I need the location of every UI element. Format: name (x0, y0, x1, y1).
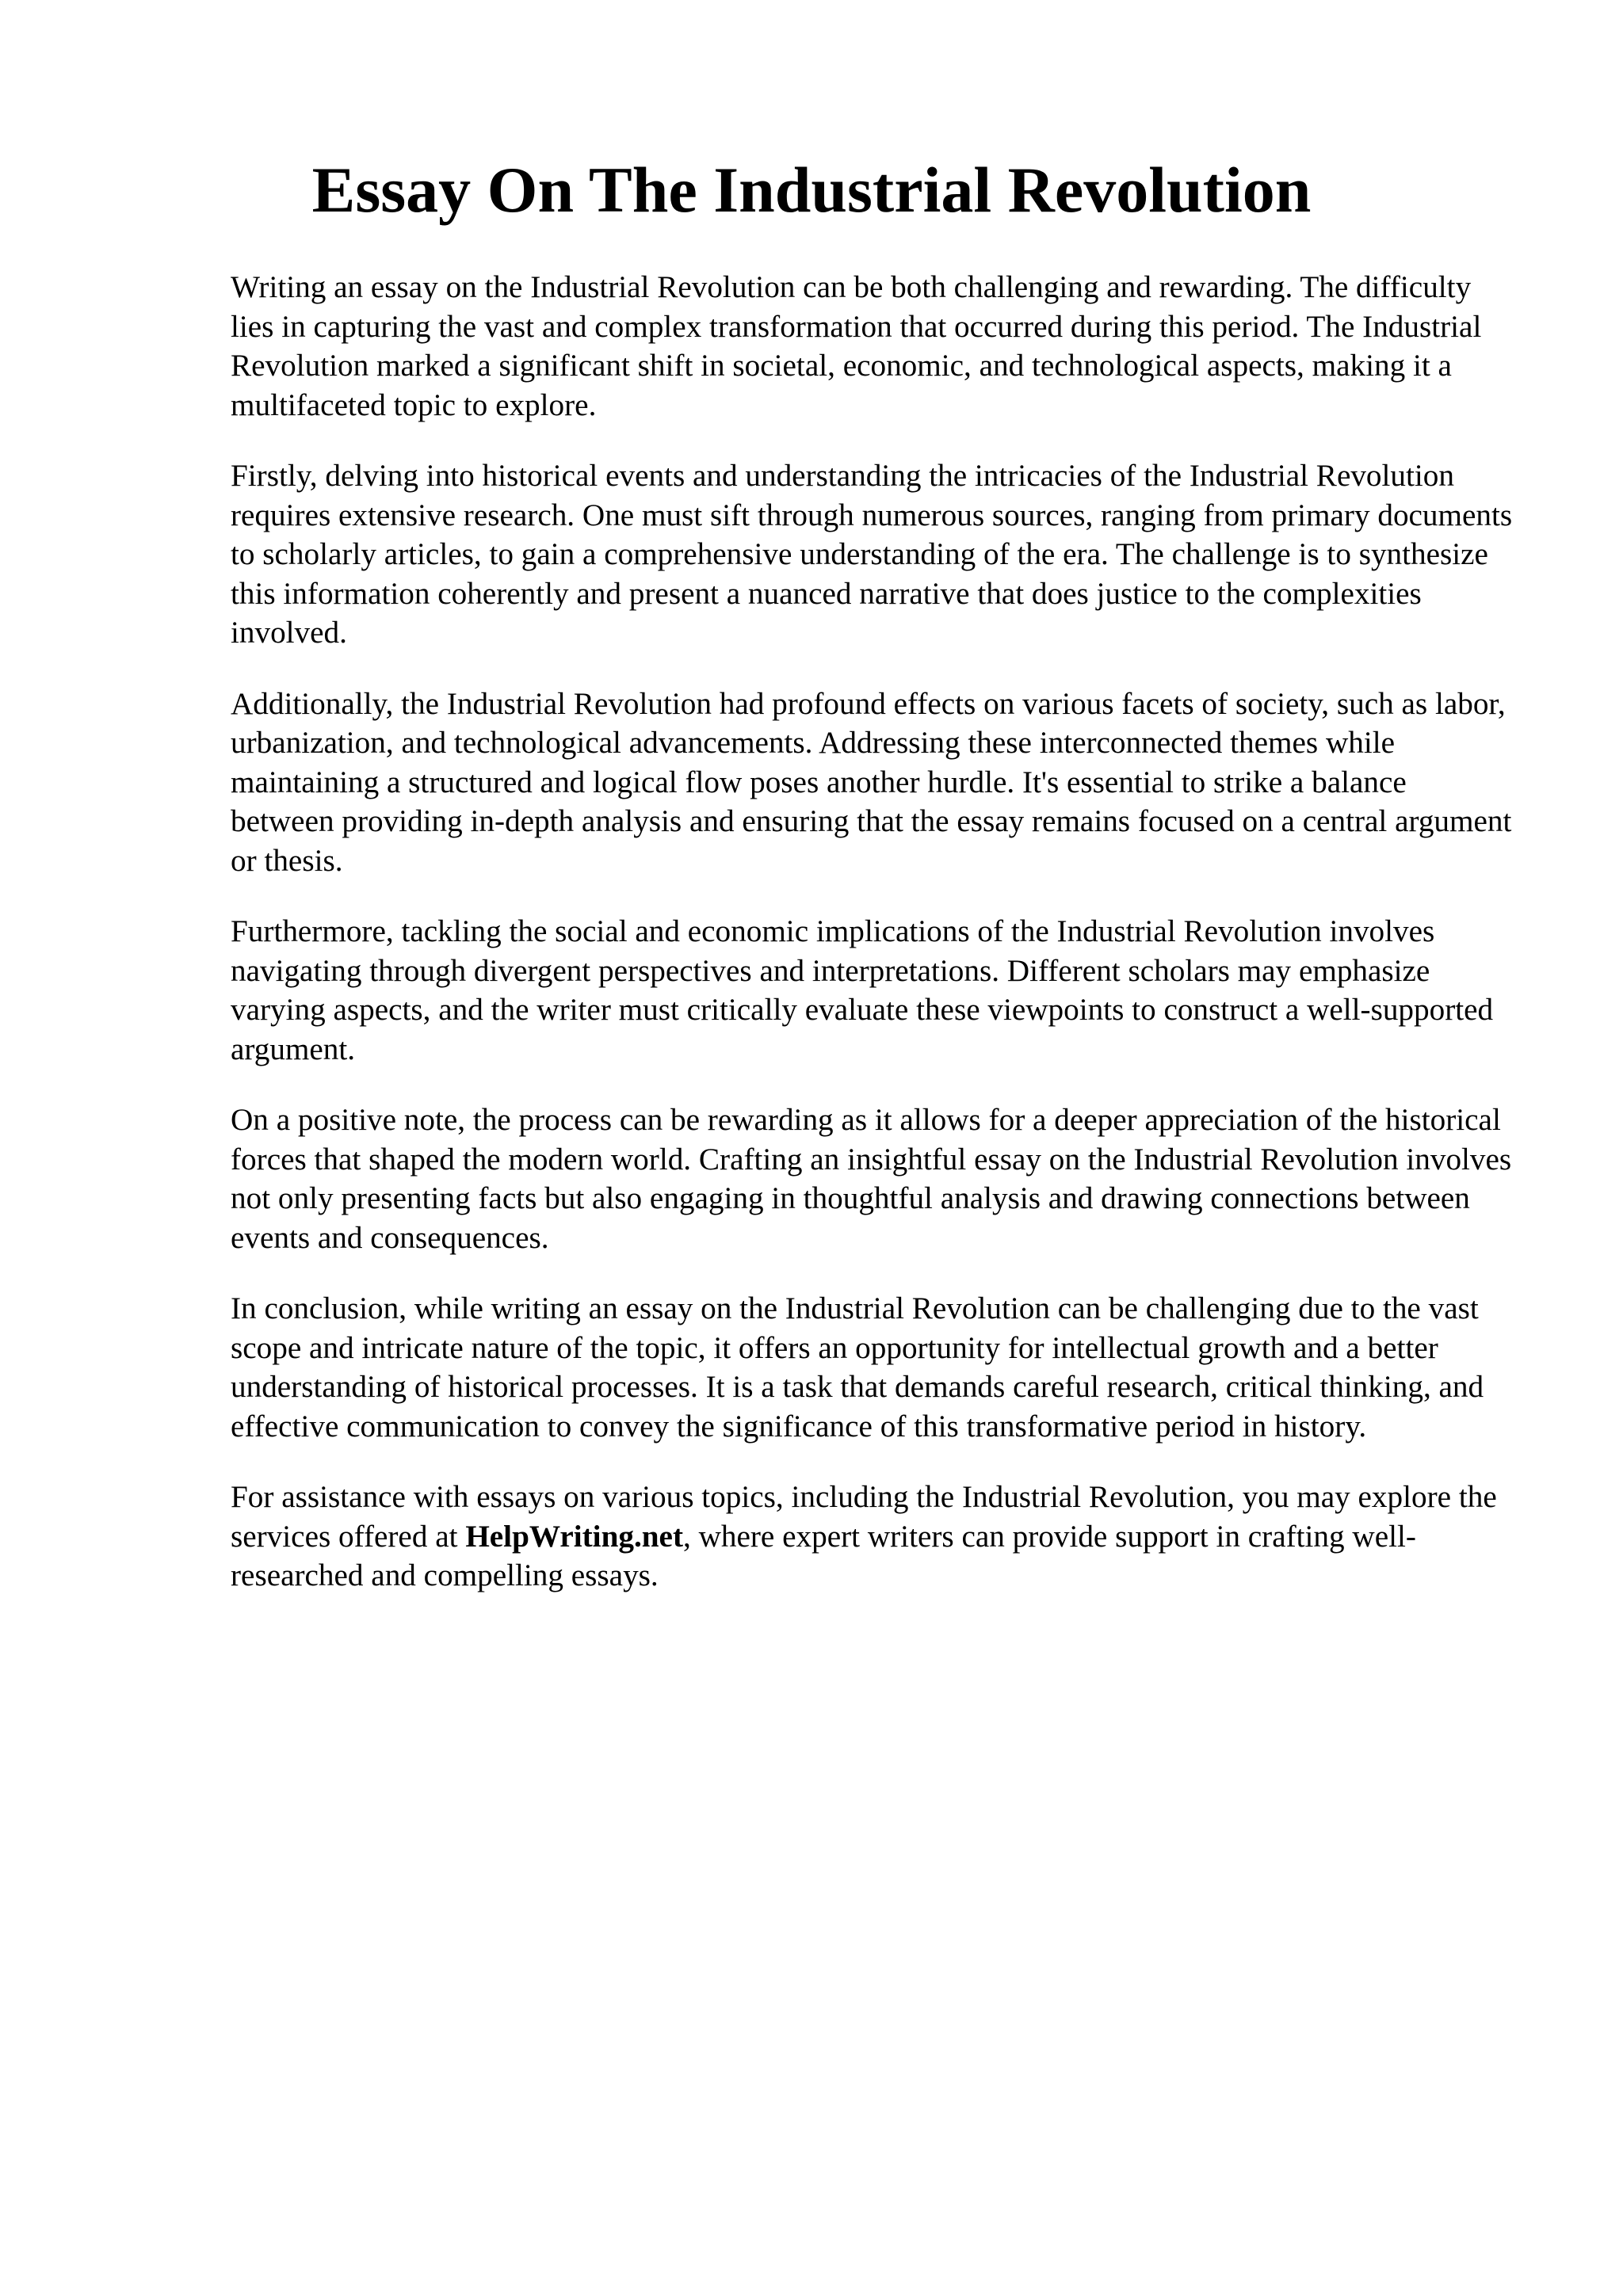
paragraph-5: On a positive note, the process can be rewarding as it allows for a deeper appreciation of the historical forces that shaped the modern world. Crafting an insightful essay on the Industrial Revolution involves not only presenting facts but also engaging in thoughtful analysis and drawing connections between events and consequences. (231, 1103, 1512, 1255)
paragraph-3: Additionally, the Industrial Revolution had profound effects on various facets of society, such as labor, urbanization, and technological advancements. Addressing these interconnected themes while maintaining a structured and logical flow poses another hurdle. It's essential to strike a balance between providing in-depth analysis and ensuring that the essay remains focused on a central argument or thesis. (231, 686, 1512, 878)
closing-paragraph (231, 1478, 1514, 1596)
closing-text-after: , where expert writers can provide support in crafting well-researched and compelling essays. (231, 1519, 1416, 1592)
paragraph-6: In conclusion, while writing an essay on the Industrial Revolution can be challenging due to the vast scope and intricate nature of the topic, it offers an opportunity for intellectual growth and a better understanding of historical processes. It is a task that demands careful research, critical thinking, and effective communication to convey the significance of this transformative period in history. (231, 1291, 1484, 1444)
essay-body (231, 268, 1514, 1627)
paragraph-2: Firstly, delving into historical events and understanding the intricacies of the Industrial Revolution requires extensive research. One must sift through numerous sources, ranging from primary documents to scholarly articles, to gain a comprehensive understanding of the era. The challenge is to synthesize this information coherently and present a nuanced narrative that does justice to the complexities involved. (231, 459, 1513, 650)
closing-text-before: For assistance with essays on various topics, including the Industrial Revolution, you may explore the services offered at (231, 1480, 1497, 1554)
page-title: Essay On The Industrial Revolution (311, 154, 1312, 226)
paragraph-4: Furthermore, tackling the social and economic implications of the Industrial Revolution involves navigating through divergent perspectives and interpretations. Different scholars may emphasize varying aspects, and the writer must critically evaluate these viewpoints to construct a well-supported argument. (231, 914, 1494, 1066)
brand-name: HelpWriting.net (465, 1519, 683, 1554)
paragraph-1: Writing an essay on the Industrial Revolution can be both challenging and rewarding. The difficulty lies in capturing the vast and complex transformation that occurred during this period. The Industrial Revolution marked a significant shift in societal, economic, and technological aspects, making it a multifaceted topic to explore. (231, 270, 1482, 422)
